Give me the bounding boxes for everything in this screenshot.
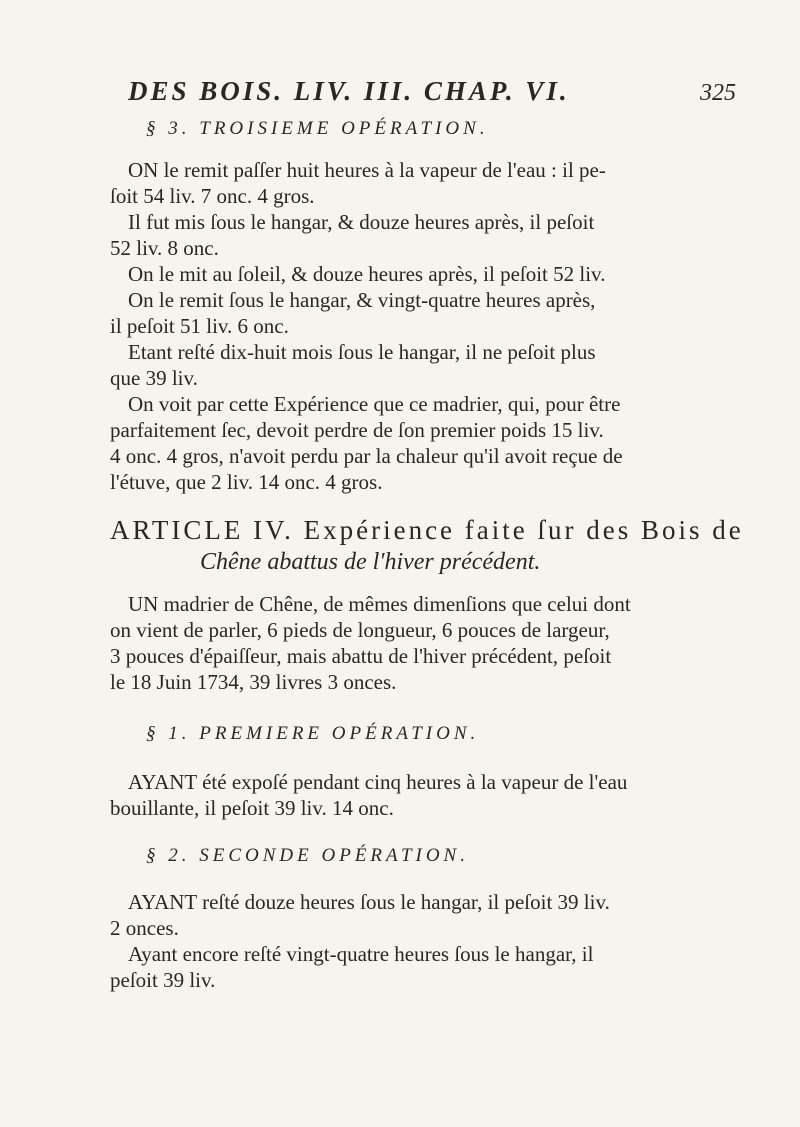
paragraph-line: parfaitement ſec, devoit perdre de ſon premier poids 15 liv. <box>110 418 604 442</box>
paragraph-line: peſoit 39 liv. <box>110 968 216 992</box>
paragraph-line: On le mit au ſoleil, & douze heures après, il peſoit 52 liv. <box>128 262 606 286</box>
page-number: 325 <box>700 80 736 106</box>
section-3-heading: § 3. TROISIEME OPÉRATION. <box>146 118 489 139</box>
paragraph-line: Etant reſté dix-huit mois ſous le hangar, il ne peſoit plus <box>128 340 596 364</box>
paragraph-line: que 39 liv. <box>110 366 198 390</box>
paragraph-line: on vient de parler, 6 pieds de longueur, 6 pouces de largeur, <box>110 618 610 642</box>
running-title: DES BOIS. LIV. III. CHAP. VI. <box>128 76 570 106</box>
section-2-heading: § 2. SECONDE OPÉRATION. <box>146 845 469 866</box>
paragraph-line: AYANT été expoſé pendant cinq heures à la vapeur de l'eau <box>128 770 628 794</box>
article-4-subtitle: Chêne abattus de l'hiver précédent. <box>200 549 541 575</box>
paragraph-line: ſoit 54 liv. 7 onc. 4 gros. <box>110 184 315 208</box>
paragraph-line: l'étuve, que 2 liv. 14 onc. 4 gros. <box>110 470 383 494</box>
paragraph-line: 4 onc. 4 gros, n'avoit perdu par la chaleur qu'il avoit reçue de <box>110 444 623 468</box>
paragraph-line: AYANT reſté douze heures ſous le hangar, il peſoit 39 liv. <box>128 890 610 914</box>
paragraph-line: le 18 Juin 1734, 39 livres 3 onces. <box>110 670 397 694</box>
paragraph-line: il peſoit 51 liv. 6 onc. <box>110 314 289 338</box>
paragraph-line: 3 pouces d'épaiſſeur, mais abattu de l'hiver précédent, peſoit <box>110 644 612 668</box>
paragraph-line: Ayant encore reſté vingt-quatre heures ſous le hangar, il <box>128 942 594 966</box>
paragraph-line: On voit par cette Expérience que ce madrier, qui, pour être <box>128 392 621 416</box>
article-4-title: ARTICLE IV. Expérience faite ſur des Bois de <box>110 515 744 545</box>
paragraph-line: ON le remit paſſer huit heures à la vapeur de l'eau : il pe- <box>128 158 606 182</box>
paragraph-line: Il fut mis ſous le hangar, & douze heures après, il peſoit <box>128 210 595 234</box>
paragraph-line: On le remit ſous le hangar, & vingt-quatre heures après, <box>128 288 596 312</box>
paragraph-line: 52 liv. 8 onc. <box>110 236 219 260</box>
paragraph-line: UN madrier de Chêne, de mêmes dimenſions que celui dont <box>128 592 631 616</box>
paragraph-line: bouillante, il peſoit 39 liv. 14 onc. <box>110 796 394 820</box>
paragraph-line: 2 onces. <box>110 916 179 940</box>
section-1-heading: § 1. PREMIERE OPÉRATION. <box>146 723 480 744</box>
